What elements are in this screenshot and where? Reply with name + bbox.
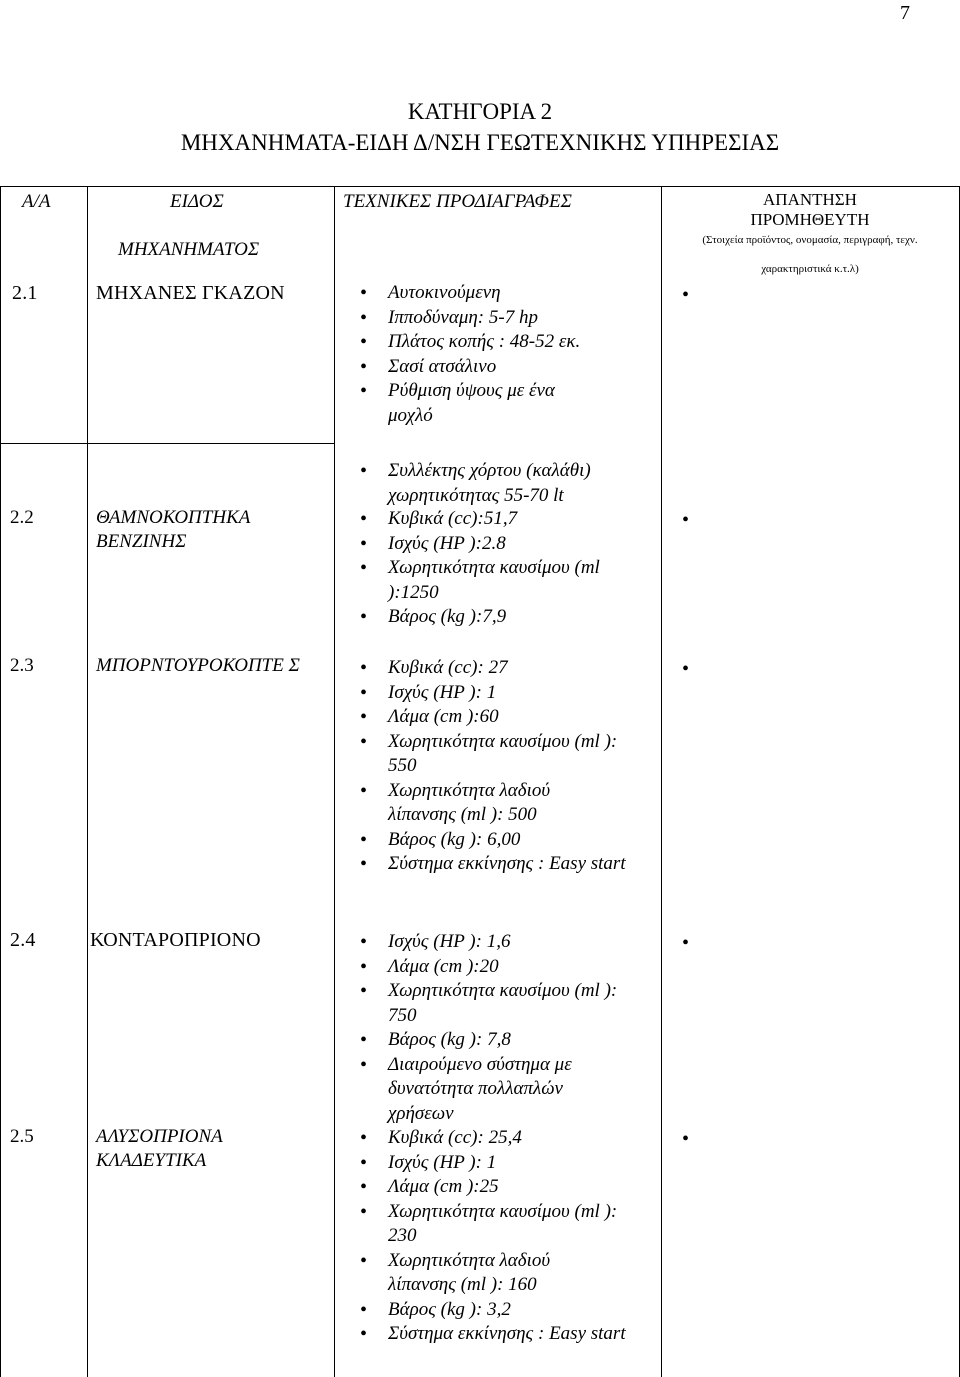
spec-item: • Αυτοκινούμενη [360, 281, 630, 306]
row-item-name: ΚΟΝΤΑΡΟΠΡΙΟΝΟ [90, 929, 261, 951]
spec-item: • Λάμα (cm ):25 [360, 1175, 630, 1200]
row-specs [360, 507, 630, 630]
answer-bullet: • [682, 658, 690, 680]
page-number: 7 [900, 2, 910, 24]
spec-item: • Ισχύς (HP ): 1,6 [360, 930, 630, 955]
spec-item: • Σασί ατσάλινο [360, 355, 630, 380]
spec-item: • Βάρος (kg ):7,9 [360, 605, 630, 630]
answer-bullet: • [682, 284, 690, 306]
spec-item: • Ιπποδύναμη: 5-7 hp [360, 306, 630, 331]
spec-item: • Βάρος (kg ): 3,2 [360, 1298, 630, 1323]
row-item-name: ΘΑΜΝΟΚΟΠΤΗΚΑ ΒΕΝΖΙΝΗΣ [96, 507, 251, 552]
row-specs [360, 281, 630, 508]
spec-item: • Κυβικά (cc): 27 [360, 656, 630, 681]
spec-item: • Λάμα (cm ):60 [360, 705, 630, 730]
spec-item: • Κυβικά (cc): 25,4 [360, 1126, 630, 1151]
spec-item: • Βάρος (kg ): 6,00 [360, 828, 630, 853]
header-aa: Α/Α [22, 191, 51, 212]
answer-bullet: • [682, 509, 690, 531]
spec-item: • Σύστημα εκκίνησης : Easy start [360, 852, 638, 877]
spec-item: • Χωρητικότητα καυσίμου (ml ): 750 [360, 979, 633, 1028]
spec-item: • Χωρητικότητα καυσίμου (ml ): 550 [360, 730, 633, 779]
row-specs [360, 1126, 630, 1347]
spec-item: • Διαιρούμενο σύστημα με δυνατότητα πολλαπλών χρήσεων [360, 1053, 628, 1127]
row-number: 2.3 [10, 655, 34, 676]
spec-item: • Ρύθμιση ύψους με ένα μοχλό [360, 379, 598, 428]
table-left-border [0, 186, 1, 1377]
column-divider-2 [334, 186, 335, 1377]
category-title: ΚΑΤΗΓΟΡΙΑ 2 [407, 99, 553, 124]
header-answer-note-line2: χαρακτηριστικά κ.τ.λ) [761, 263, 859, 275]
table-top-border [0, 186, 960, 187]
column-divider-3 [661, 186, 662, 1377]
row-specs [360, 656, 630, 877]
header-answer-line1: ΑΠΑΝΤΗΣΗ [763, 190, 857, 209]
spec-item: • Χωρητικότητα λαδιού λίπανσης (ml ): 160 [360, 1249, 608, 1298]
category-subtitle: ΜΗΧΑΝΗΜΑΤΑ-ΕΙΔΗ Δ/ΝΣΗ ΓΕΩΤΕΧΝΙΚΗΣ ΥΠΗΡΕΣΙΑΣ [180, 130, 780, 155]
spec-item: • Ισχύς (HP ):2.8 [360, 532, 630, 557]
spec-item: • Κυβικά (cc):51,7 [360, 507, 630, 532]
row-divider [0, 443, 334, 444]
row-number: 2.4 [10, 929, 36, 951]
spec-item: • Βάρος (kg ): 7,8 [360, 1028, 630, 1053]
column-divider-1 [87, 186, 88, 1377]
row-item-name: ΑΛΥΣΟΠΡΙΟΝΑ ΚΛΑΔΕΥΤΙΚΑ [96, 1126, 223, 1171]
header-answer-note-line1: (Στοιχεία προϊόντος, ονομασία, περιγραφή, τεχν. [702, 234, 918, 246]
spec-item: • Σύστημα εκκίνησης : Easy start [360, 1322, 638, 1347]
spec-item: • Ισχύς (HP ): 1 [360, 681, 630, 706]
row-item-name: ΜΗΧΑΝΕΣ ΓΚΑΖΟΝ [96, 282, 285, 304]
answer-bullet: • [682, 1128, 690, 1150]
spec-item: • Πλάτος κοπής : 48-52 εκ. [360, 330, 630, 355]
header-item-line2: ΜΗΧΑΝΗΜΑΤΟΣ [118, 239, 260, 260]
spec-item: • Χωρητικότητα καυσίμου (ml ):1250 [360, 556, 633, 605]
spec-item: • Συλλέκτης χόρτου (καλάθι) χωρητικότητας 55-70 lt [360, 459, 628, 508]
row-specs [360, 930, 630, 1126]
row-number: 2.5 [10, 1126, 34, 1147]
answer-bullet: • [682, 932, 690, 954]
row-number: 2.2 [10, 507, 34, 528]
row-number: 2.1 [12, 282, 38, 304]
spec-item: • Χωρητικότητα λαδιού λίπανσης (ml ): 500 [360, 779, 608, 828]
header-item-line1: ΕΙΔΟΣ [170, 191, 224, 212]
spec-item: • Ισχύς (HP ): 1 [360, 1151, 630, 1176]
spec-item: • Χωρητικότητα καυσίμου (ml ): 230 [360, 1200, 633, 1249]
header-specs: ΤΕΧΝΙΚΕΣ ΠΡΟΔΙΑΓΡΑΦΕΣ [343, 191, 572, 212]
row-item-name: ΜΠΟΡΝΤΟΥΡΟΚΟΠΤΕ Σ [96, 655, 300, 676]
spec-item: • Λάμα (cm ):20 [360, 955, 630, 980]
header-answer-line2: ΠΡΟΜΗΘΕΥΤΗ [750, 210, 870, 229]
